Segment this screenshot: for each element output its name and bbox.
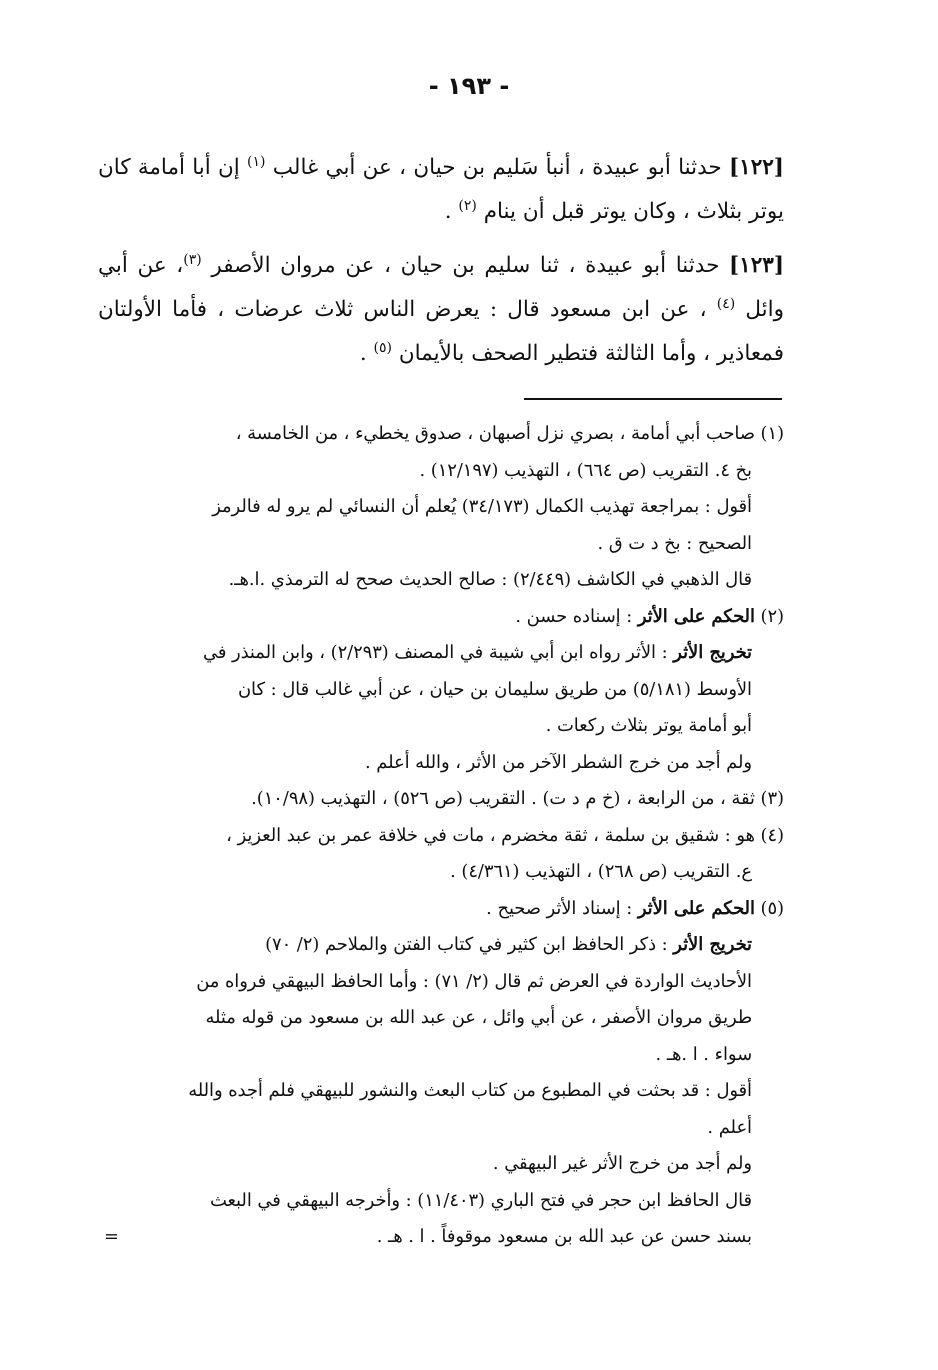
athar-123	[98, 244, 784, 376]
footnote-ref[interactable]: (٥)	[373, 339, 392, 356]
athar-number: [١٢٢]	[728, 155, 784, 180]
footnote-2-line: ولم أجد من خرج الشطر الآخر من الأثر ، والله أعلم .	[364, 751, 752, 773]
footnote-5-line: أقول : قد بحثت في المطبوع من كتاب البعث والنشور للبيهقي فلم أجده والله	[188, 1080, 752, 1101]
footnote-2-line	[98, 635, 784, 672]
footnote-4-line: ع. التقريب (ص ٢٦٨) ، التهذيب (٤/٣٦١) .	[450, 861, 752, 882]
footnote-5-line: سواء . ا .هـ .	[655, 1043, 752, 1065]
footnote-ref[interactable]: (٤)	[716, 295, 736, 312]
footnote-5-line: الأحاديث الواردة في العرض ثم قال (٢/ ٧١) : وأما الحافظ البيهقي فرواه من	[196, 970, 752, 992]
footnote-heading: تخريج الأثر	[673, 934, 752, 955]
footnote-5-line: ولم أجد من خرج الأثر غير البيهقي .	[492, 1153, 752, 1174]
athar-text: حدثنا أبو عبيدة ، أنبأ سَليم بن حيان ، عن أبي غالب	[265, 155, 729, 180]
athar-text: ، عن ابن مسعود قال : يعرض الناس ثلاث عرضات ، فأما الأولتان فمعاذير ، وأما الثالثة فتطير الصحف بالأيمان	[98, 297, 784, 366]
footnote-2-line: أبو أمامة يوتر بثلاث ركعات .	[545, 715, 752, 736]
footnote-5-line: طريق مروان الأصفر ، عن أبي وائل ، عن عبد الله بن مسعود من قوله مثله	[205, 1007, 752, 1028]
footnote-1-line: قال الذهبي في الكاشف (٢/٤٤٩) : صالح الحديث صحح له الترمذي .ا.هـ.	[228, 569, 752, 590]
footnote-5-line	[98, 891, 784, 928]
athar-122	[98, 146, 784, 234]
footnote-text: : الأثر رواه ابن أبي شيبة في المصنف (٢/٢٩٣) ، وابن المنذر في	[203, 642, 674, 663]
footnote-5-line: أعلم .	[707, 1116, 752, 1138]
athar-text: ، عن أبي وائل	[98, 253, 784, 322]
footnote-1-line: بخ ٤. التقريب (ص ٦٦٤) ، التهذيب (١٢/١٩٧) .	[419, 459, 752, 481]
footnote-number: (٢)	[754, 605, 784, 627]
footnote-1-line: (١) صاحب أبي أمامة ، بصري نزل أصبهان ، صدوق يخطيء ، من الخامسة ،	[235, 423, 784, 444]
footnote-heading: الحكم على الأثر	[637, 897, 755, 919]
footnote-heading: تخريج الأثر	[673, 642, 752, 663]
continuation-mark: =	[104, 1226, 119, 1247]
footnote-ref[interactable]: (٣)	[183, 251, 202, 268]
footnotes	[98, 416, 784, 1256]
footnote-ref[interactable]: (٢)	[458, 197, 477, 214]
footnote-1-line: أقول : بمراجعة تهذيب الكمال (٣٤/١٧٣) يُعلم أن النسائي لم يرو له فالرمز	[212, 496, 752, 517]
athar-text: حدثنا أبو عبيدة ، ثنا سليم بن حيان ، عن مروان الأصفر	[201, 253, 729, 278]
footnote-3-line: (٣) ثقة ، من الرابعة ، (خ م د ت) . التقريب (ص ٥٢٦) ، التهذيب (١٠/٩٨).	[251, 788, 784, 809]
footnote-2-line: الأوسط (٥/١٨١) من طريق سليمان بن حيان ، عن أبي غالب قال : كان	[238, 678, 752, 700]
page-number: - ١٩٣ -	[428, 72, 510, 100]
footnote-text: : إسناده حسن .	[515, 605, 638, 627]
athar-text: .	[444, 199, 459, 224]
footnote-2-line	[98, 599, 784, 636]
athar-number: [١٢٣]	[728, 253, 785, 278]
footnote-number: (٥)	[754, 897, 784, 919]
footnote-text: : إسناد الأثر صحيح .	[486, 897, 638, 919]
footnote-4-line: (٤) هو : شقيق بن سلمة ، ثقة مخضرم ، مات في خلافة عمر بن عبد العزيز ،	[226, 824, 784, 846]
footnote-5-line	[98, 927, 784, 964]
footnote-text: : ذكر الحافظ ابن كثير في كتاب الفتن والملاحم (٢/ ٧٠)	[265, 934, 674, 955]
footnote-text: بسند حسن عن عبد الله بن مسعود موقوفاً . ا . هـ .	[376, 1226, 752, 1247]
footnote-1-line: الصحيح : بخ د ت ق .	[597, 532, 752, 554]
athar-text: .	[359, 341, 374, 366]
footnote-5-line: قال الحافظ ابن حجر في فتح الباري (١١/٤٠٣) : وأخرجه البيهقي في البعث	[210, 1189, 752, 1211]
footnote-separator	[524, 398, 782, 400]
footnote-ref[interactable]: (١)	[247, 153, 266, 170]
athar-text: إن أبا أمامة كان يوتر بثلاث ، وكان يوتر قبل أن ينام	[98, 155, 784, 224]
footnote-5-line	[98, 1219, 784, 1256]
footnote-heading: الحكم على الأثر	[637, 605, 755, 627]
main-text	[98, 146, 784, 386]
